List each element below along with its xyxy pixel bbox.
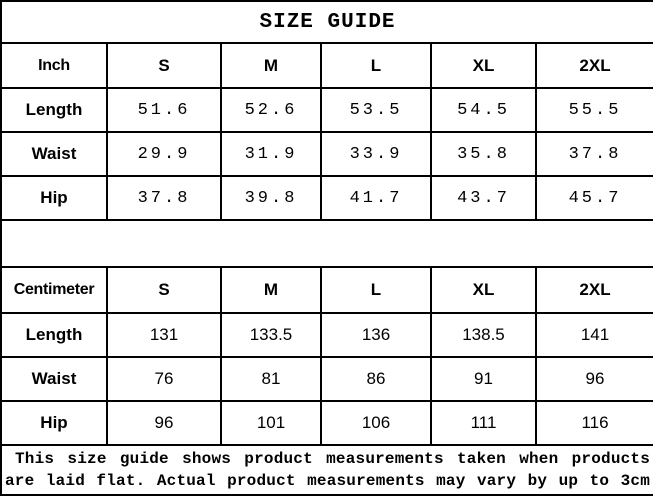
unit-header-inch: Inch	[1, 43, 107, 88]
measurement-value: 86	[321, 357, 431, 401]
measurement-label: Hip	[1, 401, 107, 445]
measurement-value: 29.9	[107, 132, 221, 176]
size-guide-title: SIZE GUIDE	[1, 1, 653, 43]
measurement-value: 106	[321, 401, 431, 445]
measurement-value: 37.8	[107, 176, 221, 220]
measurement-value: 33.9	[321, 132, 431, 176]
inch-waist-row	[1, 132, 653, 176]
measurement-value: 52.6	[221, 88, 321, 132]
footer-note-line1: This size guide shows product measurements taken when products	[15, 449, 651, 468]
size-header-m: M	[221, 43, 321, 88]
measurement-value: 131	[107, 313, 221, 357]
cm-hip-row	[1, 401, 653, 445]
measurement-value: 35.8	[431, 132, 536, 176]
measurement-value: 53.5	[321, 88, 431, 132]
inch-header-row	[1, 43, 653, 88]
measurement-value: 96	[536, 357, 653, 401]
measurement-value: 45.7	[536, 176, 653, 220]
measurement-label: Length	[1, 88, 107, 132]
measurement-label: Length	[1, 313, 107, 357]
measurement-value: 138.5	[431, 313, 536, 357]
measurement-value: 31.9	[221, 132, 321, 176]
spacer-cell	[1, 220, 653, 267]
size-header-m: M	[221, 267, 321, 312]
inch-hip-row	[1, 176, 653, 220]
measurement-value: 101	[221, 401, 321, 445]
measurement-value: 55.5	[536, 88, 653, 132]
measurement-value: 76	[107, 357, 221, 401]
measurement-value: 111	[431, 401, 536, 445]
inch-length-row	[1, 88, 653, 132]
footer-note-line2: are laid flat. Actual product measurements may vary by up to 3cm	[5, 471, 651, 490]
measurement-value: 81	[221, 357, 321, 401]
title-row	[1, 1, 653, 43]
size-header-2xl: 2XL	[536, 43, 653, 88]
measurement-value: 96	[107, 401, 221, 445]
size-header-s: S	[107, 267, 221, 312]
footer-note	[1, 445, 653, 495]
size-header-l: L	[321, 43, 431, 88]
footer-row	[1, 445, 653, 495]
measurement-value: 37.8	[536, 132, 653, 176]
measurement-value: 133.5	[221, 313, 321, 357]
measurement-value: 91	[431, 357, 536, 401]
measurement-value: 39.8	[221, 176, 321, 220]
size-header-l: L	[321, 267, 431, 312]
cm-header-row	[1, 267, 653, 312]
measurement-value: 136	[321, 313, 431, 357]
measurement-value: 51.6	[107, 88, 221, 132]
measurement-label: Waist	[1, 357, 107, 401]
cm-length-row	[1, 313, 653, 357]
size-header-s: S	[107, 43, 221, 88]
unit-header-centimeter: Centimeter	[1, 267, 107, 312]
measurement-value: 41.7	[321, 176, 431, 220]
measurement-value: 116	[536, 401, 653, 445]
measurement-label: Waist	[1, 132, 107, 176]
measurement-value: 141	[536, 313, 653, 357]
size-header-xl: XL	[431, 43, 536, 88]
measurement-label: Hip	[1, 176, 107, 220]
measurement-value: 54.5	[431, 88, 536, 132]
cm-waist-row	[1, 357, 653, 401]
size-header-xl: XL	[431, 267, 536, 312]
size-header-2xl: 2XL	[536, 267, 653, 312]
measurement-value: 43.7	[431, 176, 536, 220]
spacer-row	[1, 220, 653, 267]
